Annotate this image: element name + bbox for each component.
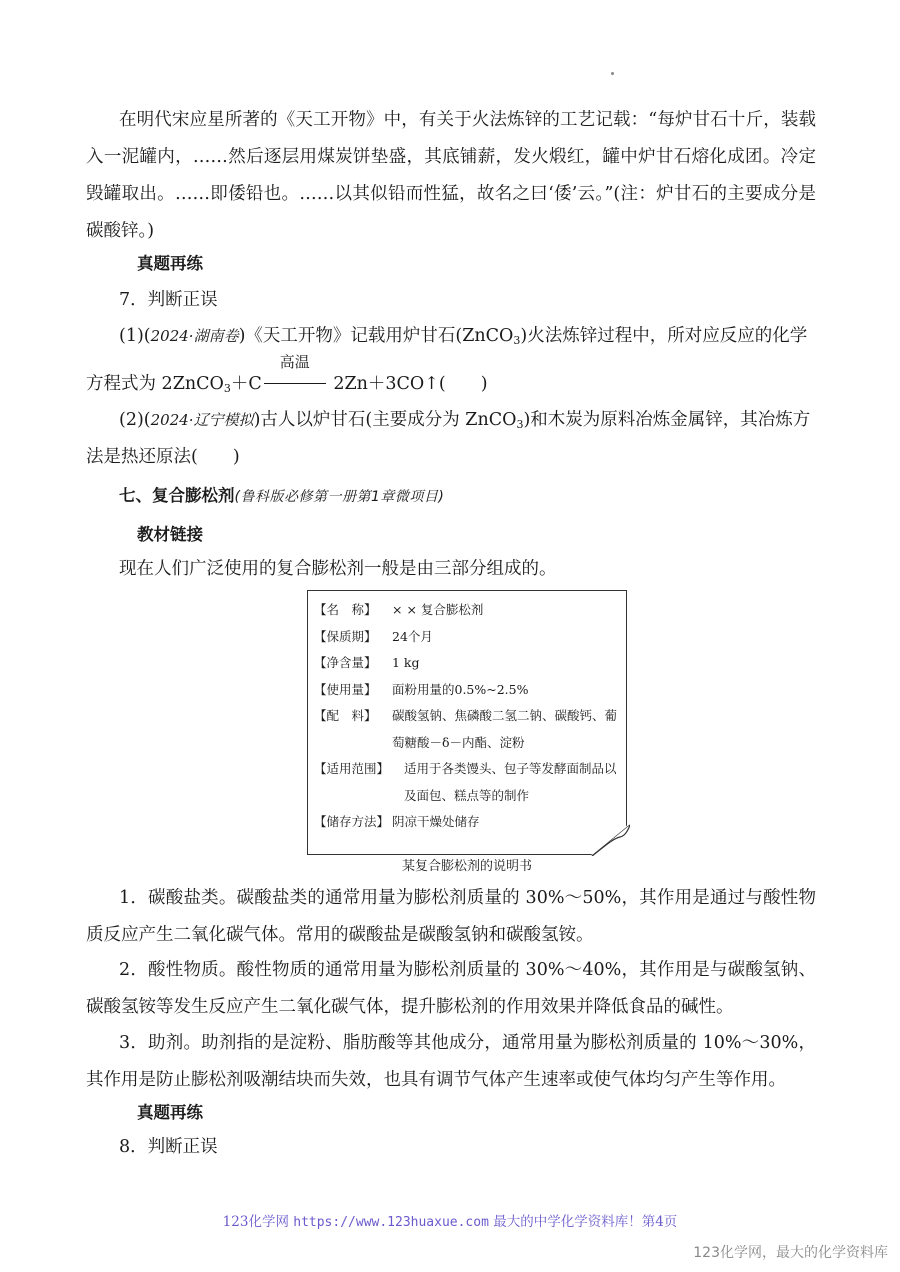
item1-prefix: (1)( xyxy=(119,326,151,346)
eq-lead: 方程式为 2ZnCO xyxy=(86,374,224,394)
item1-sub: 3 xyxy=(513,334,521,347)
label-value: 24个月 xyxy=(392,628,433,644)
item1-text-a: )《天工开物》记载用炉甘石(ZnCO xyxy=(238,326,514,346)
textbook-link-heading: 教材链接 xyxy=(137,525,203,544)
section-7-heading xyxy=(119,477,444,516)
item2-text-a: )古人以炉甘石(主要成分为 ZnCO xyxy=(253,410,517,430)
eq-sub: 3 xyxy=(223,382,231,395)
label-row xyxy=(308,756,626,809)
condition-label: 高温 xyxy=(279,353,310,371)
question-8-title: 8．判断正误 xyxy=(119,1137,218,1157)
label-row xyxy=(308,703,626,756)
label-caption: 某复合膨松剂的说明书 xyxy=(401,859,532,874)
label-key: 【净含量】 xyxy=(314,655,377,670)
question-7-title: 7．判断正误 xyxy=(119,290,218,310)
label-key: 【使用量】 xyxy=(314,681,377,697)
question-7-item-2 xyxy=(119,402,810,439)
question-7-item-2-line-2: 法是热还原法( ) xyxy=(86,447,240,467)
footer-slogan: 最大的中学化学资料库！第4页 xyxy=(493,1214,678,1230)
question-7-item-1 xyxy=(119,318,807,355)
label-row xyxy=(308,650,626,677)
eq-mid: ＋C xyxy=(230,374,262,394)
item2-sub: 3 xyxy=(516,418,524,431)
label-row xyxy=(308,624,626,651)
label-key: 【适用范围】 xyxy=(314,761,390,776)
reaction-arrow-bar xyxy=(264,383,326,384)
label-value: 适用于各类馒头、包子等发酵面制品以及面包、糕点等的制作 xyxy=(404,761,617,803)
chemical-equation xyxy=(86,353,488,403)
practice-heading-1: 真题再练 xyxy=(137,254,203,273)
item2-prefix: (2)( xyxy=(119,410,151,430)
item2-source: 2024·辽宁模拟 xyxy=(150,411,254,429)
reaction-condition xyxy=(264,353,326,403)
practice-heading-2: 真题再练 xyxy=(137,1103,203,1122)
label-key: 【配 料】 xyxy=(314,708,377,723)
textbook-intro: 现在人们广泛使用的复合膨松剂一般是由三部分组成的。 xyxy=(119,559,557,579)
point-2: 2．酸性物质。酸性物质的通常用量为膨松剂质量的 30%～40%，其作用是与碳酸氢钠、碳酸氢铵等发生反应产生二氧化碳气体，提升膨松剂的作用效果并降低食品的碱性。 xyxy=(86,960,816,1017)
label-row xyxy=(308,809,626,836)
label-value: 面粉用量的0.5%~2.5% xyxy=(392,681,529,697)
label-value: 1 kg xyxy=(392,655,420,670)
label-key: 【储存方法】 xyxy=(314,814,390,829)
intro-paragraph: 在明代宋应星所著的《天工开物》中，有关于火法炼锌的工艺记载：“每炉甘石十斤，装载入一泥罐内，……然后逐层用煤炭饼垫盛，其底铺薪，发火煅红，罐中炉甘石熔化成团。冷定毁罐取出。……即倭铅也。……以其似铅而性猛，故名之曰‘倭’云。”(注：炉甘石的主要成分是碳酸锌。) xyxy=(86,110,816,241)
label-key: 【保质期】 xyxy=(314,628,377,644)
item2-text-b: )和木炭为原料冶炼金属锌，其冶炼方 xyxy=(523,410,811,430)
point-1: 1．碳酸盐类。碳酸盐类的通常用量为膨松剂质量的 30%～50%，其作用是通过与酸性物质反应产生二氧化碳气体。常用的碳酸盐是碳酸氢钠和碳酸氢铵。 xyxy=(86,888,816,945)
footer-url[interactable]: https://www.123huaxue.com xyxy=(293,1215,489,1230)
footer-site: 123化学网 xyxy=(222,1214,289,1230)
point-3: 3．助剂。助剂指的是淀粉、脂肪酸等其他成分，通常用量为膨松剂质量的 10%～30%，其作用是防止膨松剂吸潮结块而失效，也具有调节气体产生速率或使气体均匀产生等作用。 xyxy=(86,1033,816,1090)
label-value: × × 复合膨松剂 xyxy=(392,602,484,617)
site-watermark: 123化学网，最大的化学资料库 xyxy=(693,1245,888,1261)
section-7-subtitle: (鲁科版必修第一册第1章微项目) xyxy=(234,489,445,505)
page-dot xyxy=(611,72,614,75)
section-7-title: 七、复合膨松剂 xyxy=(119,486,235,505)
folded-corner-icon xyxy=(590,823,630,856)
page-footer xyxy=(0,1211,900,1234)
item1-text-b: )火法炼锌过程中，所对应反应的化学 xyxy=(520,326,808,346)
label-key: 【名 称】 xyxy=(314,602,377,617)
label-row xyxy=(308,677,626,704)
label-value: 碳酸氢钠、焦磷酸二氢二钠、碳酸钙、葡萄糖酸－δ－内酯、淀粉 xyxy=(392,708,618,750)
item1-source: 2024·湖南卷 xyxy=(150,327,239,345)
eq-tail: 2Zn＋3CO↑( ) xyxy=(327,374,488,394)
label-value: 阴凉干燥处储存 xyxy=(392,814,480,829)
label-row xyxy=(308,597,626,624)
product-label xyxy=(307,590,627,855)
